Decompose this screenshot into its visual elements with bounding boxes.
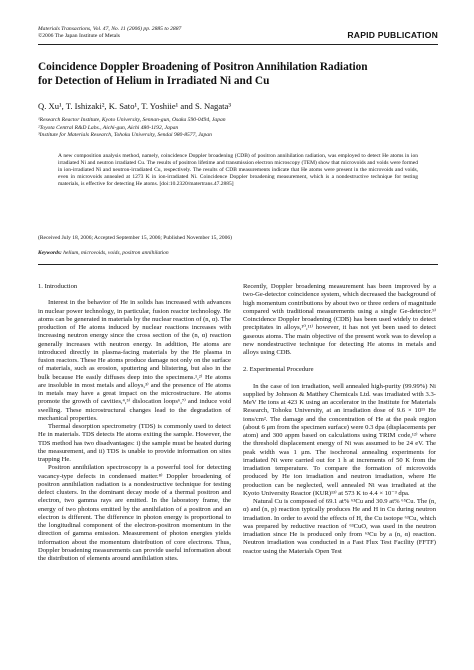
journal-line-2: ©2006 The Japan Institute of Metals <box>38 33 120 39</box>
section-heading-experimental: 2. Experimental Procedure <box>243 366 314 374</box>
paragraph: In the case of ion irradiation, well annealed high-purity (99.99%) Ni supplied by Johnson & Matthey Chemicals Ltd. was irradiated with 3.3-MeV He ions at 423 K using an accelerator in the Institute for Materials Research, Tohoku University, at an irradiation dose of 9.6 × 10¹⁵ He ions/cm². The damage and the concentration of He at the peak region (about 6 μm from the specimen surface) were 0.3 dpa (displacements per atom) and 300 appm based on calculations using TRIM code,¹²⁾ where the threshold displacement energy of Ni was assumed to be 24 eV. The peak width was 1 μm. The isochronal annealing experiments for irradiated Ni were carried out for 1 h at increments of 50 K from the irradiation temperature. To compare the formation of microvoids produced by He ion irradiation and neutron irradiation, where He production can be neglected, well annealed Ni was irradiated at the Kyoto University Reactor (KUR)¹³⁾ at 573 K to 4.4 × 10⁻³ dpa. <box>243 382 436 497</box>
title-line-2: for Detection of Helium in Irradiated Ni and Cu <box>38 75 270 87</box>
paragraph: Positron annihilation spectroscopy is a powerful tool for detecting vacancy-type defects in condensed matter.⁸⁾ Doppler broadening of positron annihilation radiation is a nondestructive technique for testing defect clusters. In the dominant decay mode of a thermal positron and electron, two gamma rays are emitted. In the laboratory frame, the energy of two photons emitted by the annihilation of a positron and an electron is different. The difference in photon energy is proportional to the longitudinal component of the electron-positron momentum in the direction of gamma emission. Measurement of photon energies yields information about the momentum distribution of core electrons. Thus, Doppler broadening measurements can provide useful information about the distribution of elements around annihilation sites. <box>38 464 231 562</box>
received-dates: (Received July 18, 2006; Accepted September 15, 2006; Published November 15, 2006) <box>38 235 232 241</box>
abstract-rule <box>38 264 438 265</box>
paragraph: Recently, Doppler broadening measurement has been improved by a two-Ge-detector coincidence system, which decreased the background of high momentum contributions by about two or three orders of magnitude compared with traditional measurements using a single Ge-detector.⁹⁾ Coincidence Doppler broadening (CDB) has been used widely to detect precipitates in alloys,¹⁰,¹¹⁾ however, it has not yet been used to detect gaseous atoms. The main objective of the present work was to develop a new nondestructive technique for detecting He atoms in metals and alloys using CDB. <box>243 283 436 356</box>
journal-citation <box>38 26 181 40</box>
keywords-list: helium, microvoids, voids, positron annihilation <box>63 250 169 256</box>
keywords-label: Keywords: <box>38 250 62 256</box>
keywords <box>38 250 169 256</box>
abstract: A new composition analysis method, namely, coincidence Doppler broadening (CDB) of positron annihilation radiation, was employed to detect He atoms in ion irradiated Ni and neutron irradiated Cu. The results of positron lifetime and transmission electron microscopy (TEM) show that microvoids and voids were formed in ion-irradiated Ni and neutron-irradiated Cu, respectively. The results of CDB measurements indicate that He atoms were present in the microvoids and voids, even in microvoids annealed at 1273 K in ion-irradiated Ni. Coincidence Doppler broadening measurement, which is a nondestructive technique for testing materials, is effective for detecting He atoms. [doi:10.2320/matertrans.47.2885] <box>58 153 418 187</box>
paragraph: Interest in the behavior of He in solids has increased with advances in nuclear power technology, in particular, fusion reactor technology. He atoms can be generated in materials by the nuclear reaction of (n, α). The production of He atoms induced by nuclear reactions increases with increasing neutron energy since the cross section of the (n, α) reaction generally increases with neutron energy. In addition, He atoms are introduced directly in plasma-facing materials by the He plasma in fusion reactors. These He atoms produce damage not only on the surface of materials, such as erosion, sputtering and blistering, but also in the bulk because He easily diffuses deep into the specimens.¹,²⁾ He atoms are insoluble in most metals and alloys,³⁾ and the presence of He atoms in metals may have a great impact on the microstructure. He atoms promote the growth of cavities,⁴,⁵⁾ dislocation loops⁶,⁷⁾ and induce void swelling. These microstructural changes lead to the degradation of mechanical properties. <box>38 299 231 422</box>
article-title <box>38 60 438 88</box>
title-line-1: Coincidence Doppler Broadening of Positron Annihilation Radiation <box>38 61 368 73</box>
authors: Q. Xu¹, T. Ishizaki², K. Sato¹, T. Yoshiie¹ and S. Nagata³ <box>38 101 231 111</box>
affiliations <box>38 117 226 140</box>
header-rule <box>38 44 438 45</box>
section-heading-introduction: 1. Introduction <box>38 283 78 290</box>
paragraph: Natural Cu is composed of 69.1 at% ⁶³Cu and 30.9 at% ⁶⁵Cu. The (n, α) and (n, p) reaction typically produces He and H in Cu during neutron irradiation. In order to avoid the effects of H, the Cu isotope ⁶³Cu, which was prepared by reductive reaction of ⁶³CuO, was used in the neutron irradiation since He is produced only from ⁶³Cu by a (n, α) reaction. Neutron irradiation was conducted in a Fast Flux Test Facility (FFTF) reactor using the Materials Open Test <box>243 498 436 555</box>
paragraph: Thermal desorption spectrometry (TDS) is commonly used to detect He in materials. TDS detects He atoms exiting the sample. However, the TDS method has two disadvantages: i) the sample must be heated during the measurement, and ii) TDS is unable to provide information on sites trapping He. <box>38 423 231 463</box>
left-column <box>38 283 231 563</box>
right-column <box>243 283 436 556</box>
section-badge: RAPID PUBLICATION <box>347 30 438 40</box>
affiliation-1: ¹Research Reactor Institute, Kyoto University, Sennan-gun, Osaka 590-0494, Japan <box>38 117 226 123</box>
journal-line-1: Materials Transactions, Vol. 47, No. 11 (2006) pp. 2885 to 2887 <box>38 26 182 32</box>
affiliation-2: ²Toyota Central R&D Labs., Aichi-gun, Aichi 480-1192, Japan <box>38 124 179 131</box>
affiliation-3: ³Institute for Materials Research, Tohoku University, Sendai 980-8577, Japan <box>38 132 212 139</box>
